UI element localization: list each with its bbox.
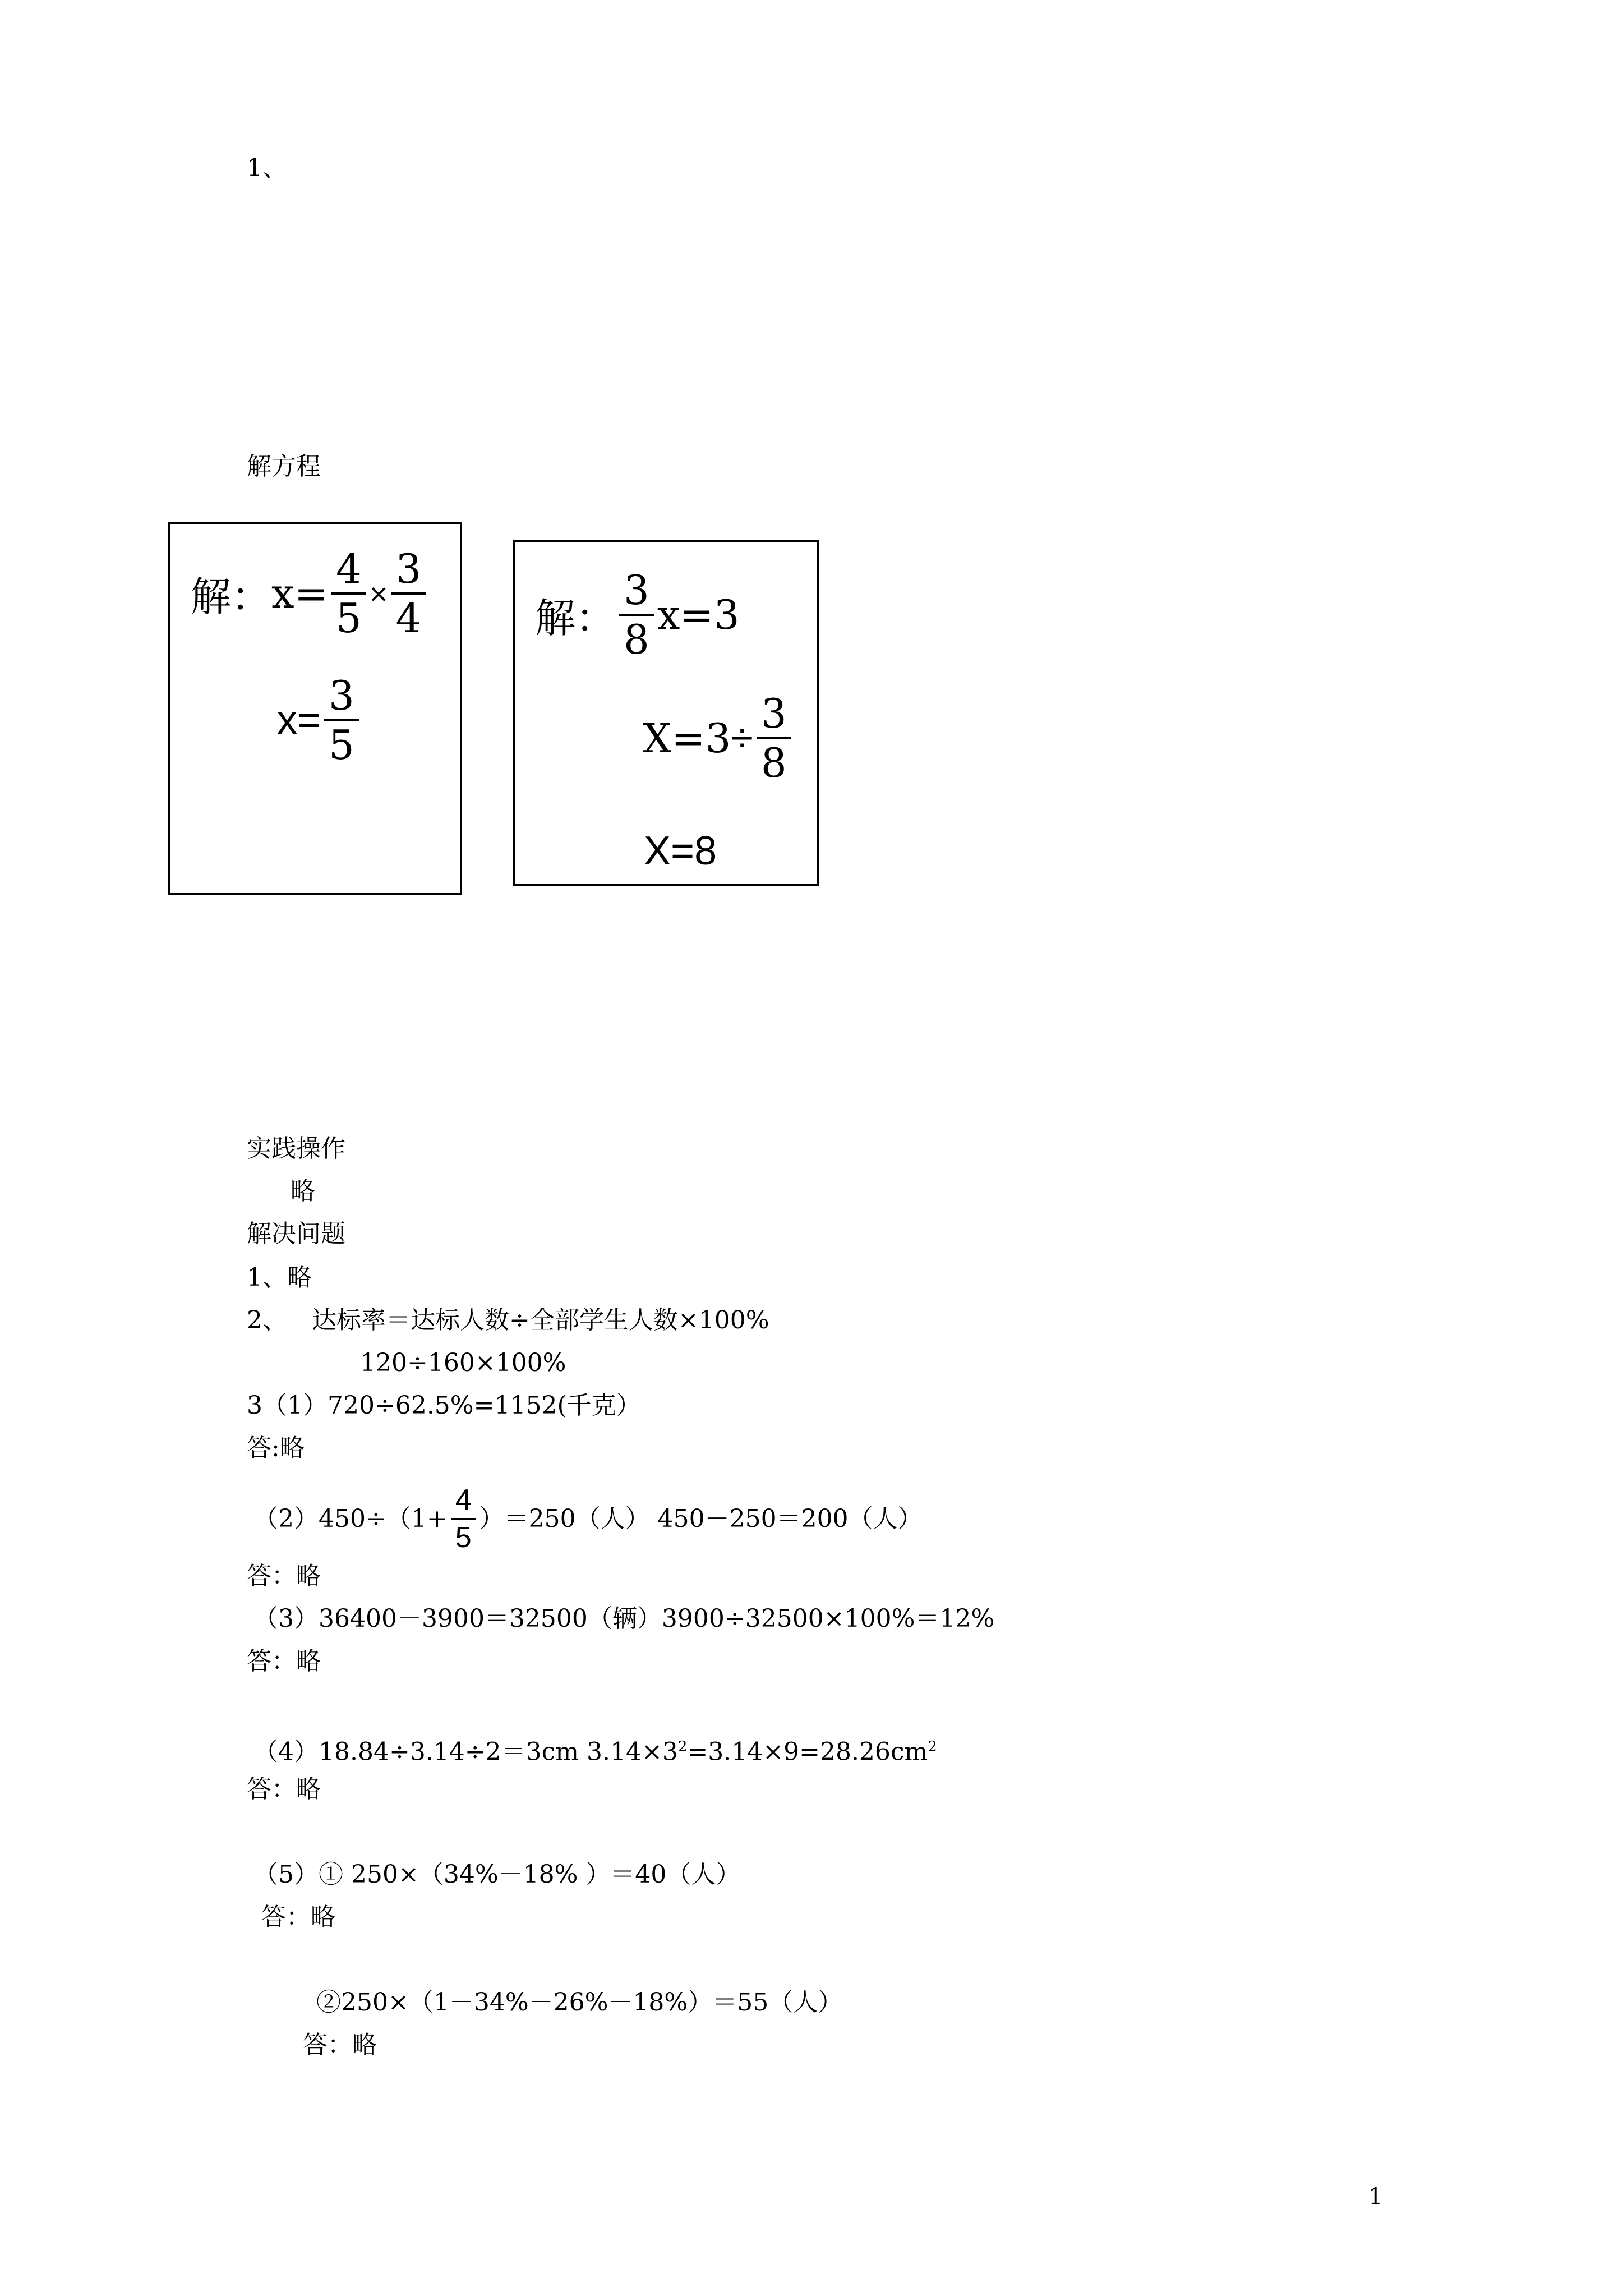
problem-3-4-mid: =3.14×9=28.26cm xyxy=(687,1737,928,1766)
box1-fraction-3 xyxy=(324,672,359,769)
fraction-denominator: 5 xyxy=(455,1521,472,1554)
problem-3-4-pre: （4）18.84÷3.14÷2＝3cm 3.14×3 xyxy=(253,1737,678,1766)
box2-line2 xyxy=(643,690,795,786)
fraction-denominator: 5 xyxy=(335,595,362,642)
problem-2-calc: 120÷160×100% xyxy=(360,1349,566,1377)
fraction-denominator: 5 xyxy=(329,721,354,769)
problem-2 xyxy=(247,1305,769,1336)
box1-line2 xyxy=(277,672,362,769)
problem-3-2-answer: 答：略 xyxy=(247,1562,321,1590)
problem-3-2 xyxy=(253,1485,923,1552)
box2-line1 xyxy=(535,567,740,663)
fraction-numerator: 4 xyxy=(335,545,362,592)
fraction-numerator: 3 xyxy=(760,690,787,737)
fraction-numerator: 3 xyxy=(395,545,422,592)
problem-3-4 xyxy=(253,1731,937,1768)
box2-line3: X=8 xyxy=(644,829,717,873)
equation-box-1 xyxy=(168,522,462,895)
box1-x-equals-2: x= xyxy=(277,698,321,743)
problem-3-2-post: ）＝250（人） 450－250＝200（人） xyxy=(479,1504,923,1533)
fraction-numerator: 3 xyxy=(329,672,354,719)
problem-3-1: 3（1）720÷62.5%=1152(千克） xyxy=(247,1391,641,1420)
box1-line1 xyxy=(191,545,429,642)
fraction-denominator: 8 xyxy=(760,739,787,786)
equation-box-2 xyxy=(513,540,819,886)
problem-3-5b-answer: 答：略 xyxy=(303,2031,377,2059)
multiply-sign: × xyxy=(369,576,388,611)
divide-sign: ÷ xyxy=(731,716,753,761)
box2-x-equals-3-divide: X=3 xyxy=(643,715,731,762)
box2-fraction-2 xyxy=(757,690,791,786)
problem-3-3-answer: 答：略 xyxy=(247,1647,321,1676)
box1-x-equals: x= xyxy=(271,570,328,617)
box2-x-equals-3: x=3 xyxy=(657,591,740,638)
equations-heading: 解方程 xyxy=(247,452,321,481)
solve-heading: 解决问题 xyxy=(247,1220,345,1248)
exponent: 2 xyxy=(928,1738,937,1755)
practice-heading: 实践操作 xyxy=(247,1134,345,1163)
fraction-denominator: 8 xyxy=(624,616,649,663)
box1-fraction-2 xyxy=(391,545,426,642)
page-number: 1 xyxy=(1368,2184,1383,2210)
fraction-denominator: 4 xyxy=(395,595,422,642)
box1-fraction-1 xyxy=(331,545,366,642)
question-1-label: 1、 xyxy=(247,154,287,182)
fraction-numerator: 4 xyxy=(455,1484,472,1516)
problem-3-2-pre: （2）450÷（1+ xyxy=(253,1504,448,1533)
problem-3-5a-answer: 答：略 xyxy=(261,1903,335,1931)
box1-solve-prefix: 解： xyxy=(191,573,272,620)
problem-3-4-answer: 答：略 xyxy=(247,1775,321,1803)
problem-1: 1、略 xyxy=(247,1263,312,1292)
problem-2-formula: 达标率＝达标人数÷全部学生人数×100% xyxy=(312,1306,769,1335)
problem-2-label: 2、 xyxy=(247,1306,287,1335)
practice-answer: 略 xyxy=(291,1177,315,1205)
problem-3-5a: （5）① 250×（34%－18% ）＝40（人） xyxy=(253,1860,741,1889)
fraction-numerator: 3 xyxy=(624,567,649,614)
problem-3-1-answer: 答:略 xyxy=(247,1434,305,1462)
box2-fraction-1 xyxy=(619,567,654,663)
box2-solve-prefix: 解： xyxy=(535,595,616,642)
exponent: 2 xyxy=(677,1738,688,1755)
problem-3-2-fraction xyxy=(451,1485,476,1552)
problem-3-3: （3）36400－3900＝32500（辆）3900÷32500×100%＝12% xyxy=(253,1604,995,1633)
problem-3-5b: ②250×（1－34%－26%－18%）＝55（人） xyxy=(316,1988,843,2017)
